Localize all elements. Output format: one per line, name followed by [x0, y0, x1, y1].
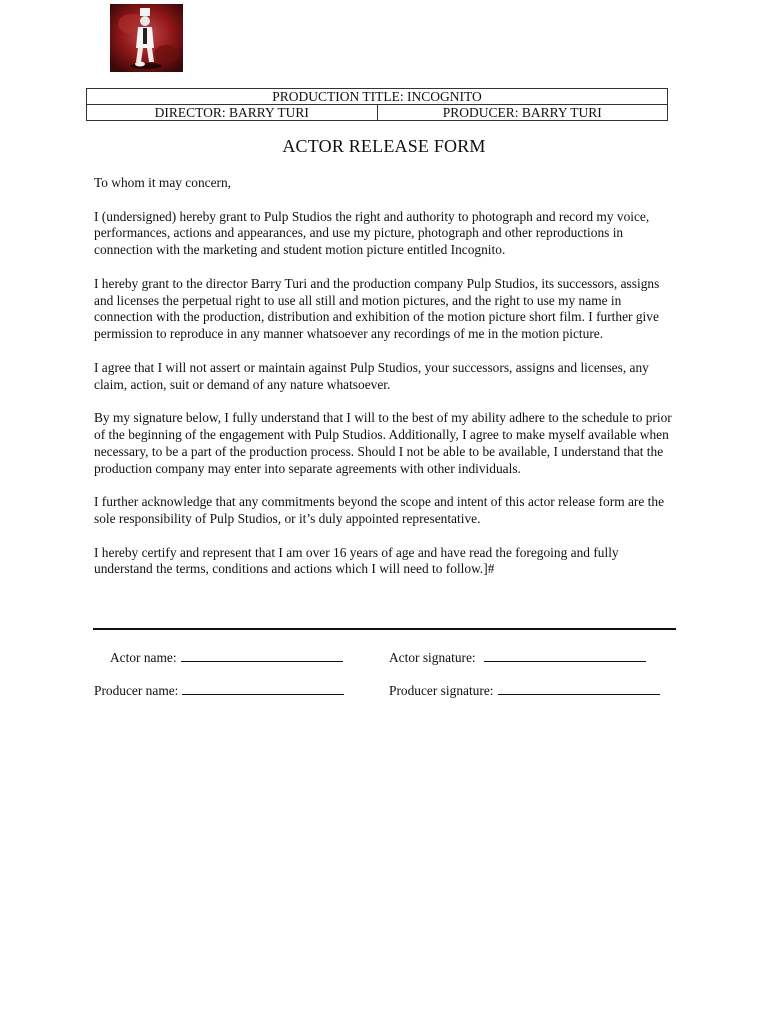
salutation: To whom it may concern,: [94, 175, 232, 190]
actor-signature-label: Actor signature:: [389, 650, 476, 665]
production-title: PRODUCTION TITLE: INCOGNITO: [87, 89, 668, 105]
release-body: [94, 175, 678, 595]
actor-name-field[interactable]: [181, 649, 343, 662]
producer-signature-row: [389, 682, 660, 699]
director-cell: DIRECTOR: BARRY TURI: [87, 105, 378, 121]
logo-image: [110, 4, 183, 72]
producer-name-row: [94, 682, 344, 699]
paragraph-no-claims: I agree that I will not assert or maintain against Pulp Studios, your successors, assigns and licenses, any claim, action, suit or demand of any nature whatsoever.: [94, 359, 649, 392]
producer-signature-field[interactable]: [498, 682, 660, 695]
studio-logo: [110, 4, 183, 72]
actor-signature-field[interactable]: [484, 649, 646, 662]
paragraph-grant-rights: I (undersigned) hereby grant to Pulp Studios the right and authority to photograph and record my voice, performances, actions and appearances, and use my picture, photograph and other reproductions in connection with the marketing and student motion picture entitled Incognito.: [94, 208, 650, 258]
production-header-table: [86, 88, 668, 121]
actor-signature-row: [389, 649, 646, 666]
paragraph-schedule: By my signature below, I fully understand that I will to the best of my ability adhere to the schedule to prior of the beginning of the engagement with Pulp Studios. Additionally, I agree to make myself available when necessary, to be a part of the production process. Should I not be able to be available, I understand that the production company may enter into separate agreements with other individuals.: [94, 410, 672, 476]
producer-signature-label: Producer signature:: [389, 683, 494, 698]
producer-name-label: Producer name:: [94, 683, 179, 698]
actor-name-label: Actor name:: [110, 650, 177, 665]
form-title: ACTOR RELEASE FORM: [282, 136, 486, 156]
paragraph-certification: I hereby certify and represent that I am over 16 years of age and have read the foregoing and fully understand the terms, conditions and actions which I will need to follow.]#: [94, 544, 619, 577]
producer-name-field[interactable]: [182, 682, 344, 695]
paragraph-perpetual-rights: I hereby grant to the director Barry Turi and the production company Pulp Studios, its successors, assigns and licenses the perpetual right to use all still and motion pictures, and the right to use my name in connection with the production, distribution and exhibition of the motion picture short film. I further give permission to reproduce in any manner whatsoever any recordings of me in the motion picture.: [94, 275, 660, 342]
paragraph-commitments: I further acknowledge that any commitments beyond the scope and intent of this actor release form are the sole responsibility of Pulp Studios, or it’s duly appointed representative.: [94, 494, 665, 526]
signature-divider: [93, 628, 676, 630]
actor-name-row: [110, 649, 343, 666]
producer-cell: PRODUCER: BARRY TURI: [377, 105, 668, 121]
